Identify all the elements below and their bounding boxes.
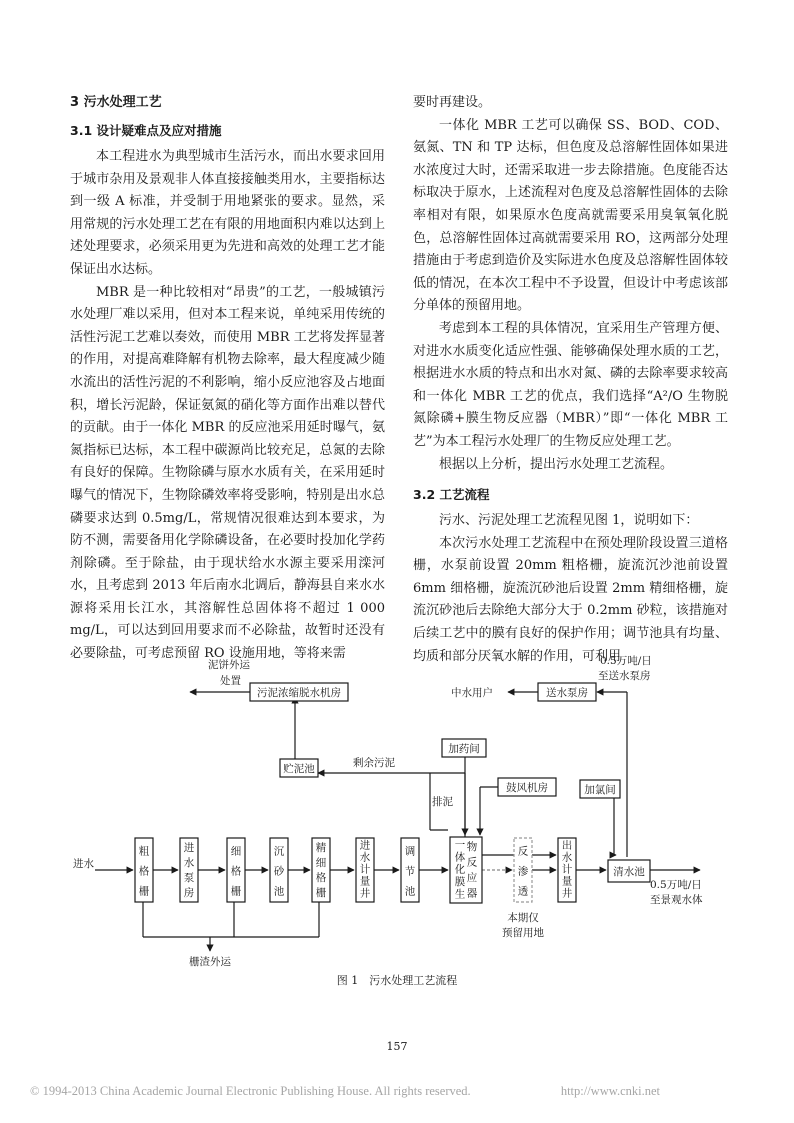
inflow-label: 进水 <box>73 858 94 870</box>
dosing-room-label: 加药间 <box>448 743 480 755</box>
unit-label-8: 反 <box>517 845 529 858</box>
unit-label-3: 沉 <box>273 845 285 858</box>
reserve-land-label: 本期仅 <box>507 912 539 924</box>
unit-label-0: 格 <box>138 865 150 878</box>
clear-pool-label: 清水池 <box>613 866 645 878</box>
pump-station-label: 送水泵房 <box>546 687 588 699</box>
unit-label-6: 节 <box>404 865 416 878</box>
blower-room-label: 鼓风机房 <box>506 782 548 794</box>
unit-label-9: 水 <box>561 851 573 864</box>
sludge-cake-label: 泥饼外运 <box>208 659 250 671</box>
process-flow-diagram <box>70 655 730 968</box>
mbr-reactor-label: 生 <box>454 888 466 901</box>
flow-to-pump-label: 0.5万吨/日 <box>600 655 652 667</box>
sludge-cake-label: 处置 <box>220 675 241 687</box>
unit-label-5: 井 <box>359 887 371 900</box>
flow-to-landscape-label: 至景观水体 <box>650 894 703 906</box>
unit-label-0: 粗 <box>138 845 150 858</box>
section-heading: 3 污水处理工艺 <box>70 95 162 110</box>
mbr-reactor-label: 化 <box>454 863 466 876</box>
paragraph: MBR 是一种比较相对“昂贵”的工艺，一般城镇污水处理厂难以采用，但对本工程来说，单纯采用传统的活性污泥工艺难以奏效，而使用 MBR 工艺将发挥显著的作用，对提高难降解有机物去除率，最大程度减少随水流出的活性污泥的不利影响，缩小反应池容及占地面积，增长污泥龄，保证氨氮的硝化等方面作出难以替代的贡献。由于一体化 MBR 的反应池采用延时曝气，氨氮指标已达标，本工程中碳源尚比较充足，总氮的去除有良好的保障。生物除磷与原水水质有关，在采用延时曝气的情况下，生物除磷效率将受影响，特别是出水总磷要求达到 0.5mg/L，常规情况很难达到本要求，为防不测，需要备用化学除磷设备，在必要时投加化学药剂除磷。至于除盐，由于现状给水水源主要采用滦河水，且考虑到 2013 年后南水北调后，静海县自来水水源将采用长江水，其溶解性总固体将不超过 1 000 mg/L，可以达到回用要求而不必除盐，故暂时还没有必要除盐，可考虑预留 RO 设施用地，等将来需 <box>70 284 385 662</box>
reserve-land-label: 预留用地 <box>502 927 544 939</box>
subsection-heading-3-2: 3.2 工艺流程 <box>413 487 490 503</box>
unit-label-5: 进 <box>359 839 371 852</box>
unit-label-1: 水 <box>183 856 195 869</box>
unit-label-2: 栅 <box>230 885 242 898</box>
unit-label-8: 渗 <box>517 865 529 878</box>
paragraph: 本次污水处理工艺流程中在预处理阶段设置三道格栅，水泵前设置 20mm 粗格栅，旋流沉沙池前设置 6mm 细格栅，旋流沉砂池后设置 2mm 精细格栅，旋流沉砂池后去除绝大部分大于 0.2mm 砂粒，该措施对后续工艺中的膜有良好的保护作用；调节池具有均量、均质和部分厌氧水解的作用，可利用 <box>413 535 728 664</box>
unit-label-1: 进 <box>183 841 195 854</box>
mbr-reactor-label: 膜 <box>454 876 466 889</box>
unit-label-5: 水 <box>359 851 371 864</box>
right-column <box>413 92 728 668</box>
unit-label-2: 细 <box>230 845 242 858</box>
mbr-reactor-label: 器 <box>466 887 478 900</box>
mbr-reactor-label: 一 <box>454 838 466 851</box>
unit-label-4: 精 <box>315 841 327 854</box>
mbr-reactor-label: 体 <box>454 851 466 864</box>
mbr-reactor-label: 反 <box>466 856 478 869</box>
paragraph: 一体化 MBR 工艺可以确保 SS、BOD、COD、氨氮、TN 和 TP 达标，但色度及总溶解性固体如果进水浓度过大时，还需采取进一步去除措施。色度能否达标取决于原水，上述流程对色度及总溶解性固体的去除率相对有限，如果原水色度高就需要采用臭氧氧化脱色，总溶解性固体过高就需要采用 RO，这两部分处理措施由于考虑到造价及实际进水色度及总溶解性固体较低的情况，在本次工程中不予设置，但设计中考虑该部分单体的预留用地。 <box>413 117 728 314</box>
unit-label-9: 出 <box>561 839 573 852</box>
unit-label-5: 计 <box>359 863 371 876</box>
paragraph: 考虑到本工程的具体情况，宜采用生产管理方便、对进水水质变化适应性强、能够确保处理水质的工艺，根据进水水质的特点和出水对氮、磷的去除率要求较高和一体化 MBR 工艺的优点，我们选择“A²/O 生物脱氮除磷+膜生物反应器（MBR）”即“一体化 MBR 工艺”为本工程污水处理厂的生物反应处理工艺。 <box>413 320 728 449</box>
excess-sludge-label: 剩余污泥 <box>353 757 395 769</box>
reuse-user-label: 中水用户 <box>451 687 493 699</box>
unit-label-2: 格 <box>230 865 242 878</box>
screenings-label: 栅渣外运 <box>189 956 231 968</box>
unit-label-3: 池 <box>273 885 285 898</box>
unit-label-6: 调 <box>404 845 416 858</box>
unit-label-5: 量 <box>359 875 371 888</box>
flow-to-pump-label: 至送水泵房 <box>598 670 651 682</box>
unit-label-1: 房 <box>183 886 195 899</box>
unit-label-4: 格 <box>315 871 327 884</box>
flow-to-landscape-label: 0.5万吨/日 <box>650 879 702 891</box>
mbr-reactor-label: 应 <box>466 872 478 885</box>
figure-caption: 图 1 污水处理工艺流程 <box>336 974 458 987</box>
unit-label-3: 砂 <box>273 865 285 878</box>
unit-label-9: 井 <box>561 887 573 900</box>
unit-label-4: 栅 <box>315 886 327 899</box>
unit-label-8: 透 <box>517 885 529 898</box>
mbr-reactor-label: 物 <box>466 841 478 854</box>
unit-label-6: 池 <box>404 885 416 898</box>
chlorination-room-label: 加氯间 <box>584 784 616 796</box>
paragraph: 要时再建设。 <box>413 95 492 110</box>
diagram-labels <box>73 654 703 968</box>
copyright-text: © 1994-2013 China Academic Journal Electronic Publishing House. All rights reserved. <box>30 1084 471 1098</box>
left-column <box>70 92 385 666</box>
page-number: 157 <box>386 1040 408 1053</box>
subsection-heading-3-1: 3.1 设计疑难点及应对措施 <box>70 123 222 138</box>
unit-label-9: 计 <box>561 863 573 876</box>
unit-label-1: 泵 <box>183 871 195 884</box>
paragraph: 污水、污泥处理工艺流程见图 1，说明如下： <box>439 513 699 529</box>
unit-label-9: 量 <box>561 875 573 888</box>
sludge-pool-label: 贮泥池 <box>283 763 315 775</box>
footer <box>30 1084 770 1099</box>
paragraph: 本工程进水为典型城市生活污水，而出水要求回用于城市杂用及景观非人体直接接触类用水，主要指标达到一级 A 标准，并受制于用地紧张的要求。显然，采用常规的污水处理工艺在有限的用地面积内难以达到上述处理要求，必须采用更为先进和高效的处理工艺才能保证出水达标。 <box>70 149 385 277</box>
dewatering-room-label: 污泥浓缩脱水机房 <box>257 687 341 699</box>
unit-label-0: 栅 <box>138 885 150 898</box>
unit-label-4: 细 <box>315 856 327 869</box>
paragraph: 根据以上分析，提出污水处理工艺流程。 <box>439 456 674 472</box>
discharge-sludge-label: 排泥 <box>432 796 453 808</box>
footer-url[interactable]: http://www.cnki.net <box>560 1084 660 1098</box>
